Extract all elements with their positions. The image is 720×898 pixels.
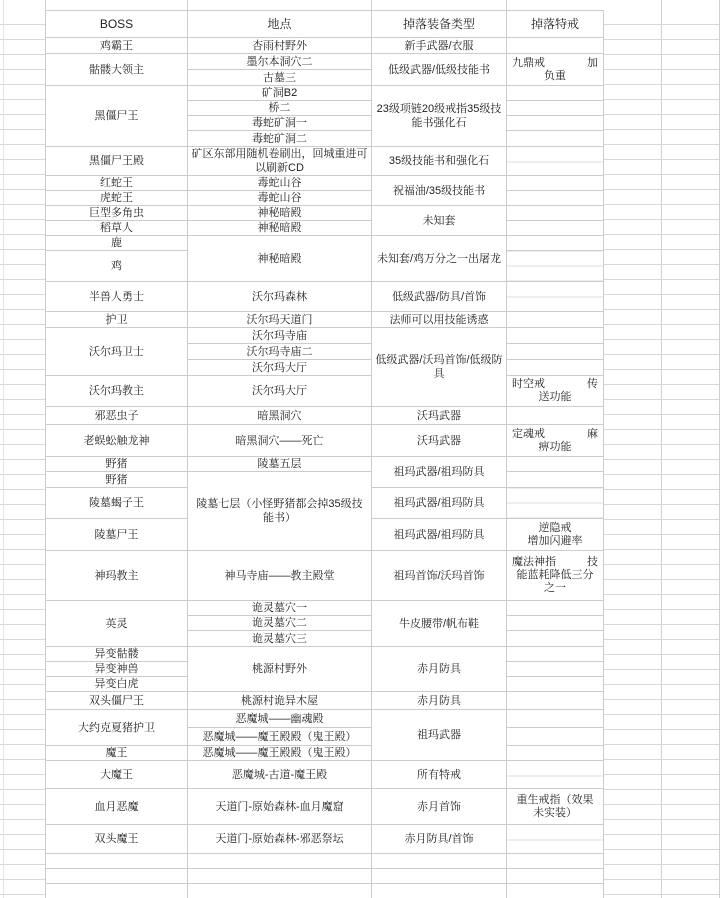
empty-grid-column-right-2[interactable] <box>661 0 720 898</box>
cell-empty[interactable] <box>507 344 604 360</box>
table-row <box>46 692 604 710</box>
cell-empty[interactable] <box>507 677 604 692</box>
cell-empty[interactable] <box>507 631 604 647</box>
cell-empty[interactable] <box>507 854 604 869</box>
cell-location[interactable]: 恶魔城-古道-魔王殿 <box>188 761 372 789</box>
cell-empty[interactable] <box>507 472 604 488</box>
table-row <box>46 376 604 407</box>
cell-empty[interactable] <box>507 251 604 282</box>
cell-drop[interactable]: 低级武器/低级技能书 <box>372 54 507 86</box>
cell-empty[interactable] <box>507 601 604 616</box>
cell-location[interactable]: 毒蛇山谷 <box>188 176 372 191</box>
cell-drop[interactable]: 法师可以用技能诱惑 <box>372 312 507 328</box>
cell-ring[interactable] <box>507 376 604 407</box>
cell-empty[interactable] <box>372 854 507 869</box>
ring-text: 增加闪避率 <box>527 534 583 547</box>
cell-location[interactable]: 桥二 <box>188 101 372 116</box>
cell-boss[interactable]: 野猪 <box>46 457 188 472</box>
table-row <box>46 647 604 662</box>
grid-vline-stub <box>506 0 507 10</box>
cell-location[interactable]: 墨尔本洞穴二 <box>188 54 372 70</box>
grid-vline-stub <box>45 0 46 10</box>
table-row <box>46 282 604 312</box>
cell-empty[interactable] <box>507 457 604 472</box>
cell-empty[interactable] <box>507 488 604 519</box>
table-row <box>46 38 604 54</box>
cell-drop[interactable]: 赤月防具 <box>372 692 507 710</box>
cell-location[interactable]: 沃尔玛森林 <box>188 282 372 312</box>
row-header-edge-line <box>3 0 4 898</box>
ring-text: 魔法神指 <box>512 556 556 568</box>
cell-boss[interactable]: 黑僵尸王殿 <box>46 147 188 176</box>
cell-empty[interactable] <box>507 38 604 54</box>
cell-drop[interactable]: 赤月防具 <box>372 647 507 692</box>
grid-vline-stub <box>187 0 188 10</box>
cell-empty[interactable] <box>507 692 604 710</box>
cell-empty[interactable] <box>507 191 604 206</box>
cell-boss[interactable]: 神玛教主 <box>46 551 188 601</box>
cell-boss[interactable]: 大约克夏猪护卫 <box>46 710 188 746</box>
cell-boss[interactable]: 双头魔王 <box>46 825 188 854</box>
cell-boss[interactable]: 鸡 <box>46 251 188 282</box>
cell-location[interactable]: 天道门-原始森林-血月魔窟 <box>188 789 372 825</box>
table-row <box>46 312 604 328</box>
ring-text: 未实装） <box>533 806 577 819</box>
cell-drop[interactable]: 祖玛武器 <box>372 710 507 761</box>
table-row <box>46 710 604 728</box>
cell-location[interactable]: 杏雨村野外 <box>188 38 372 54</box>
cell-empty[interactable] <box>507 825 604 854</box>
cell-location[interactable]: 诡灵墓穴二 <box>188 616 372 631</box>
ring-text: 负重 <box>544 69 566 82</box>
cell-location[interactable]: 神马寺庙——教主殿堂 <box>188 551 372 601</box>
cell-empty[interactable] <box>507 728 604 746</box>
cell-empty[interactable] <box>46 884 188 898</box>
cell-empty[interactable] <box>372 884 507 898</box>
cell-location[interactable]: 恶魔城——魔王殿殿（鬼王殿） <box>188 746 372 761</box>
ring-text: 传 <box>587 378 598 390</box>
table-row <box>46 761 604 789</box>
cell-boss[interactable]: 红蛇王 <box>46 176 188 191</box>
cell-drop[interactable]: 未知套/鸡万分之一出屠龙 <box>372 236 507 282</box>
boss-drop-table <box>45 10 604 898</box>
cell-empty[interactable] <box>188 854 372 869</box>
table-row <box>46 86 604 101</box>
cell-empty[interactable] <box>507 710 604 728</box>
cell-empty[interactable] <box>507 282 604 312</box>
cell-location[interactable]: 矿区东部用随机卷刷出，回城重进可以刷新CD <box>188 147 372 176</box>
cell-boss[interactable]: 鹿 <box>46 236 188 251</box>
cell-boss[interactable]: 稻草人 <box>46 221 188 236</box>
cell-location[interactable]: 毒蛇矿洞二 <box>188 131 372 147</box>
cell-empty[interactable] <box>507 407 604 425</box>
table-row <box>46 457 604 472</box>
cell-boss[interactable]: 陵墓尸王 <box>46 519 188 551</box>
ring-text: 痹功能 <box>538 440 572 453</box>
cell-drop[interactable]: 新手武器/衣服 <box>372 38 507 54</box>
ring-text: 重生戒指（效果 <box>516 793 594 806</box>
cell-location[interactable]: 神秘暗殿 <box>188 206 372 221</box>
cell-empty[interactable] <box>507 312 604 328</box>
cell-location[interactable]: 暗黑洞穴 <box>188 407 372 425</box>
table-row <box>46 746 604 761</box>
cell-boss[interactable]: 护卫 <box>46 312 188 328</box>
cell-empty[interactable] <box>507 116 604 131</box>
empty-grid-column-left[interactable] <box>0 0 46 898</box>
cell-drop[interactable]: 低级武器/防具/首饰 <box>372 282 507 312</box>
cell-empty[interactable] <box>507 647 604 662</box>
table-body <box>46 38 604 898</box>
cell-empty[interactable] <box>372 869 507 884</box>
table-row <box>46 425 604 457</box>
table-row <box>46 601 604 616</box>
cell-boss[interactable]: 半兽人勇士 <box>46 282 188 312</box>
cell-drop[interactable]: 未知套 <box>372 206 507 236</box>
cell-boss[interactable]: 双头僵尸王 <box>46 692 188 710</box>
cell-drop[interactable]: 赤月首饰 <box>372 789 507 825</box>
cell-drop[interactable]: 祖玛武器/祖玛防具 <box>372 488 507 519</box>
cell-empty[interactable] <box>507 328 604 344</box>
cell-location[interactable]: 毒蛇矿洞一 <box>188 116 372 131</box>
cell-drop[interactable]: 祖玛武器/祖玛防具 <box>372 519 507 551</box>
ring-text: 加 <box>587 56 598 69</box>
cell-boss[interactable]: 大魔王 <box>46 761 188 789</box>
cell-drop[interactable]: 祝福油/35级技能书 <box>372 176 507 206</box>
cell-empty[interactable] <box>188 884 372 898</box>
cell-empty[interactable] <box>507 206 604 221</box>
cell-location[interactable]: 暗黑洞穴——死亡 <box>188 425 372 457</box>
empty-grid-column-right-1[interactable] <box>603 0 662 898</box>
cell-empty[interactable] <box>507 761 604 789</box>
table-row <box>46 472 604 488</box>
table-row <box>46 884 604 898</box>
cell-empty[interactable] <box>507 360 604 376</box>
ring-text: 定魂戒 <box>512 427 545 440</box>
cell-location[interactable]: 诡灵墓穴一 <box>188 601 372 616</box>
cell-location[interactable]: 沃尔玛大厅 <box>188 360 372 376</box>
cell-drop[interactable]: 牛皮腰带/帆布鞋 <box>372 601 507 647</box>
cell-boss[interactable]: 异变神兽 <box>46 662 188 677</box>
cell-boss[interactable]: 老蜈蚣触龙神 <box>46 425 188 457</box>
cell-boss[interactable]: 魔王 <box>46 746 188 761</box>
cell-location[interactable]: 矿洞B2 <box>188 86 372 101</box>
cell-ring[interactable] <box>507 425 604 457</box>
cell-drop[interactable]: 23级项链20级戒指35级技能书强化石 <box>372 86 507 147</box>
grid-vline-stub <box>371 0 372 10</box>
cell-location[interactable]: 桃源村诡异木屋 <box>188 692 372 710</box>
cell-boss[interactable]: 虎蛇王 <box>46 191 188 206</box>
cell-location[interactable]: 陵墓五层 <box>188 457 372 472</box>
cell-boss[interactable]: 异变白虎 <box>46 677 188 692</box>
ring-text: 时空戒 <box>512 378 545 390</box>
table-row <box>46 191 604 206</box>
cell-empty[interactable] <box>507 147 604 176</box>
cell-boss[interactable]: 野猪 <box>46 472 188 488</box>
cell-drop[interactable]: 沃玛武器 <box>372 407 507 425</box>
table-row <box>46 854 604 869</box>
ring-text: 逆隐戒 <box>538 521 572 534</box>
table-row <box>46 54 604 70</box>
table-row <box>46 147 604 176</box>
cell-drop[interactable]: 35级技能书和强化石 <box>372 147 507 176</box>
cell-boss[interactable]: 黑僵尸王 <box>46 86 188 147</box>
cell-location[interactable]: 沃尔玛寺庙 <box>188 328 372 344</box>
cell-location[interactable]: 天道门-原始森林-邪恶祭坛 <box>188 825 372 854</box>
cell-location[interactable]: 毒蛇山谷 <box>188 191 372 206</box>
cell-location[interactable]: 恶魔城——魔王殿殿（鬼王殿） <box>188 728 372 746</box>
table-row <box>46 551 604 601</box>
cell-boss[interactable]: 骷髅大领主 <box>46 54 188 86</box>
cell-boss[interactable]: 异变骷髅 <box>46 647 188 662</box>
ring-text: 麻 <box>587 427 598 440</box>
cell-drop[interactable]: 沃玛武器 <box>372 425 507 457</box>
cell-location[interactable]: 恶魔城——幽魂殿 <box>188 710 372 728</box>
cell-drop[interactable]: 祖玛首饰/沃玛首饰 <box>372 551 507 601</box>
table-row <box>46 236 604 251</box>
cell-empty[interactable] <box>188 869 372 884</box>
ring-text: 送功能 <box>538 391 572 403</box>
column-header-boss[interactable]: BOSS <box>46 11 188 38</box>
cell-boss[interactable]: 沃尔玛卫士 <box>46 328 188 376</box>
ring-text: 技 <box>587 556 598 568</box>
cell-empty[interactable] <box>46 854 188 869</box>
column-header-drop-ring[interactable]: 掉落特戒 <box>507 11 604 38</box>
table-row <box>46 825 604 854</box>
cell-location[interactable]: 神秘暗殿 <box>188 221 372 236</box>
cell-drop[interactable]: 低级武器/沃玛首饰/低级防具 <box>372 328 507 407</box>
cell-empty[interactable] <box>507 236 604 251</box>
cell-ring[interactable] <box>507 551 604 601</box>
cell-drop[interactable]: 所有特戒 <box>372 761 507 789</box>
cell-boss[interactable]: 邪恶虫子 <box>46 407 188 425</box>
table-row <box>46 789 604 825</box>
cell-boss[interactable]: 沃尔玛教主 <box>46 376 188 407</box>
cell-location[interactable]: 古墓三 <box>188 70 372 86</box>
cell-empty[interactable] <box>507 616 604 631</box>
cell-location[interactable]: 陵墓七层（小怪野猪都会掉35级技能书） <box>188 472 372 551</box>
table-row <box>46 176 604 191</box>
cell-drop[interactable]: 祖玛武器/祖玛防具 <box>372 457 507 488</box>
cell-empty[interactable] <box>507 662 604 677</box>
cell-empty[interactable] <box>507 176 604 191</box>
cell-location[interactable]: 神秘暗殿 <box>188 236 372 282</box>
table-row <box>46 206 604 221</box>
cell-empty[interactable] <box>507 869 604 884</box>
cell-empty[interactable] <box>507 86 604 101</box>
cell-boss[interactable]: 英灵 <box>46 601 188 647</box>
cell-ring[interactable] <box>507 789 604 825</box>
cell-drop[interactable]: 赤月防具/首饰 <box>372 825 507 854</box>
cell-location[interactable]: 诡灵墓穴三 <box>188 631 372 647</box>
ring-text: 九鼎戒 <box>512 56 545 69</box>
cell-location[interactable]: 沃尔玛大厅 <box>188 376 372 407</box>
cell-boss[interactable]: 陵墓蝎子王 <box>46 488 188 519</box>
header-row <box>46 11 604 38</box>
table-row <box>46 328 604 344</box>
cell-empty[interactable] <box>507 884 604 898</box>
table-row <box>46 221 604 236</box>
table-row <box>46 407 604 425</box>
cell-boss[interactable]: 巨型多角虫 <box>46 206 188 221</box>
cell-empty[interactable] <box>507 746 604 761</box>
cell-empty[interactable] <box>507 221 604 236</box>
cell-boss[interactable]: 血月恶魔 <box>46 789 188 825</box>
column-header-drop-type[interactable]: 掉落装备类型 <box>372 11 507 38</box>
ring-text: 之一 <box>544 582 566 594</box>
cell-location[interactable]: 沃尔玛天道门 <box>188 312 372 328</box>
cell-ring[interactable] <box>507 54 604 86</box>
cell-boss[interactable]: 鸡霸王 <box>46 38 188 54</box>
cell-location[interactable]: 沃尔玛寺庙二 <box>188 344 372 360</box>
cell-empty[interactable] <box>507 131 604 147</box>
cell-empty[interactable] <box>507 101 604 116</box>
ring-text: 能蓝耗降低三分 <box>516 569 594 581</box>
cell-ring[interactable] <box>507 519 604 551</box>
column-header-location[interactable]: 地点 <box>188 11 372 38</box>
table-row <box>46 869 604 884</box>
cell-empty[interactable] <box>46 869 188 884</box>
cell-location[interactable]: 桃源村野外 <box>188 647 372 692</box>
